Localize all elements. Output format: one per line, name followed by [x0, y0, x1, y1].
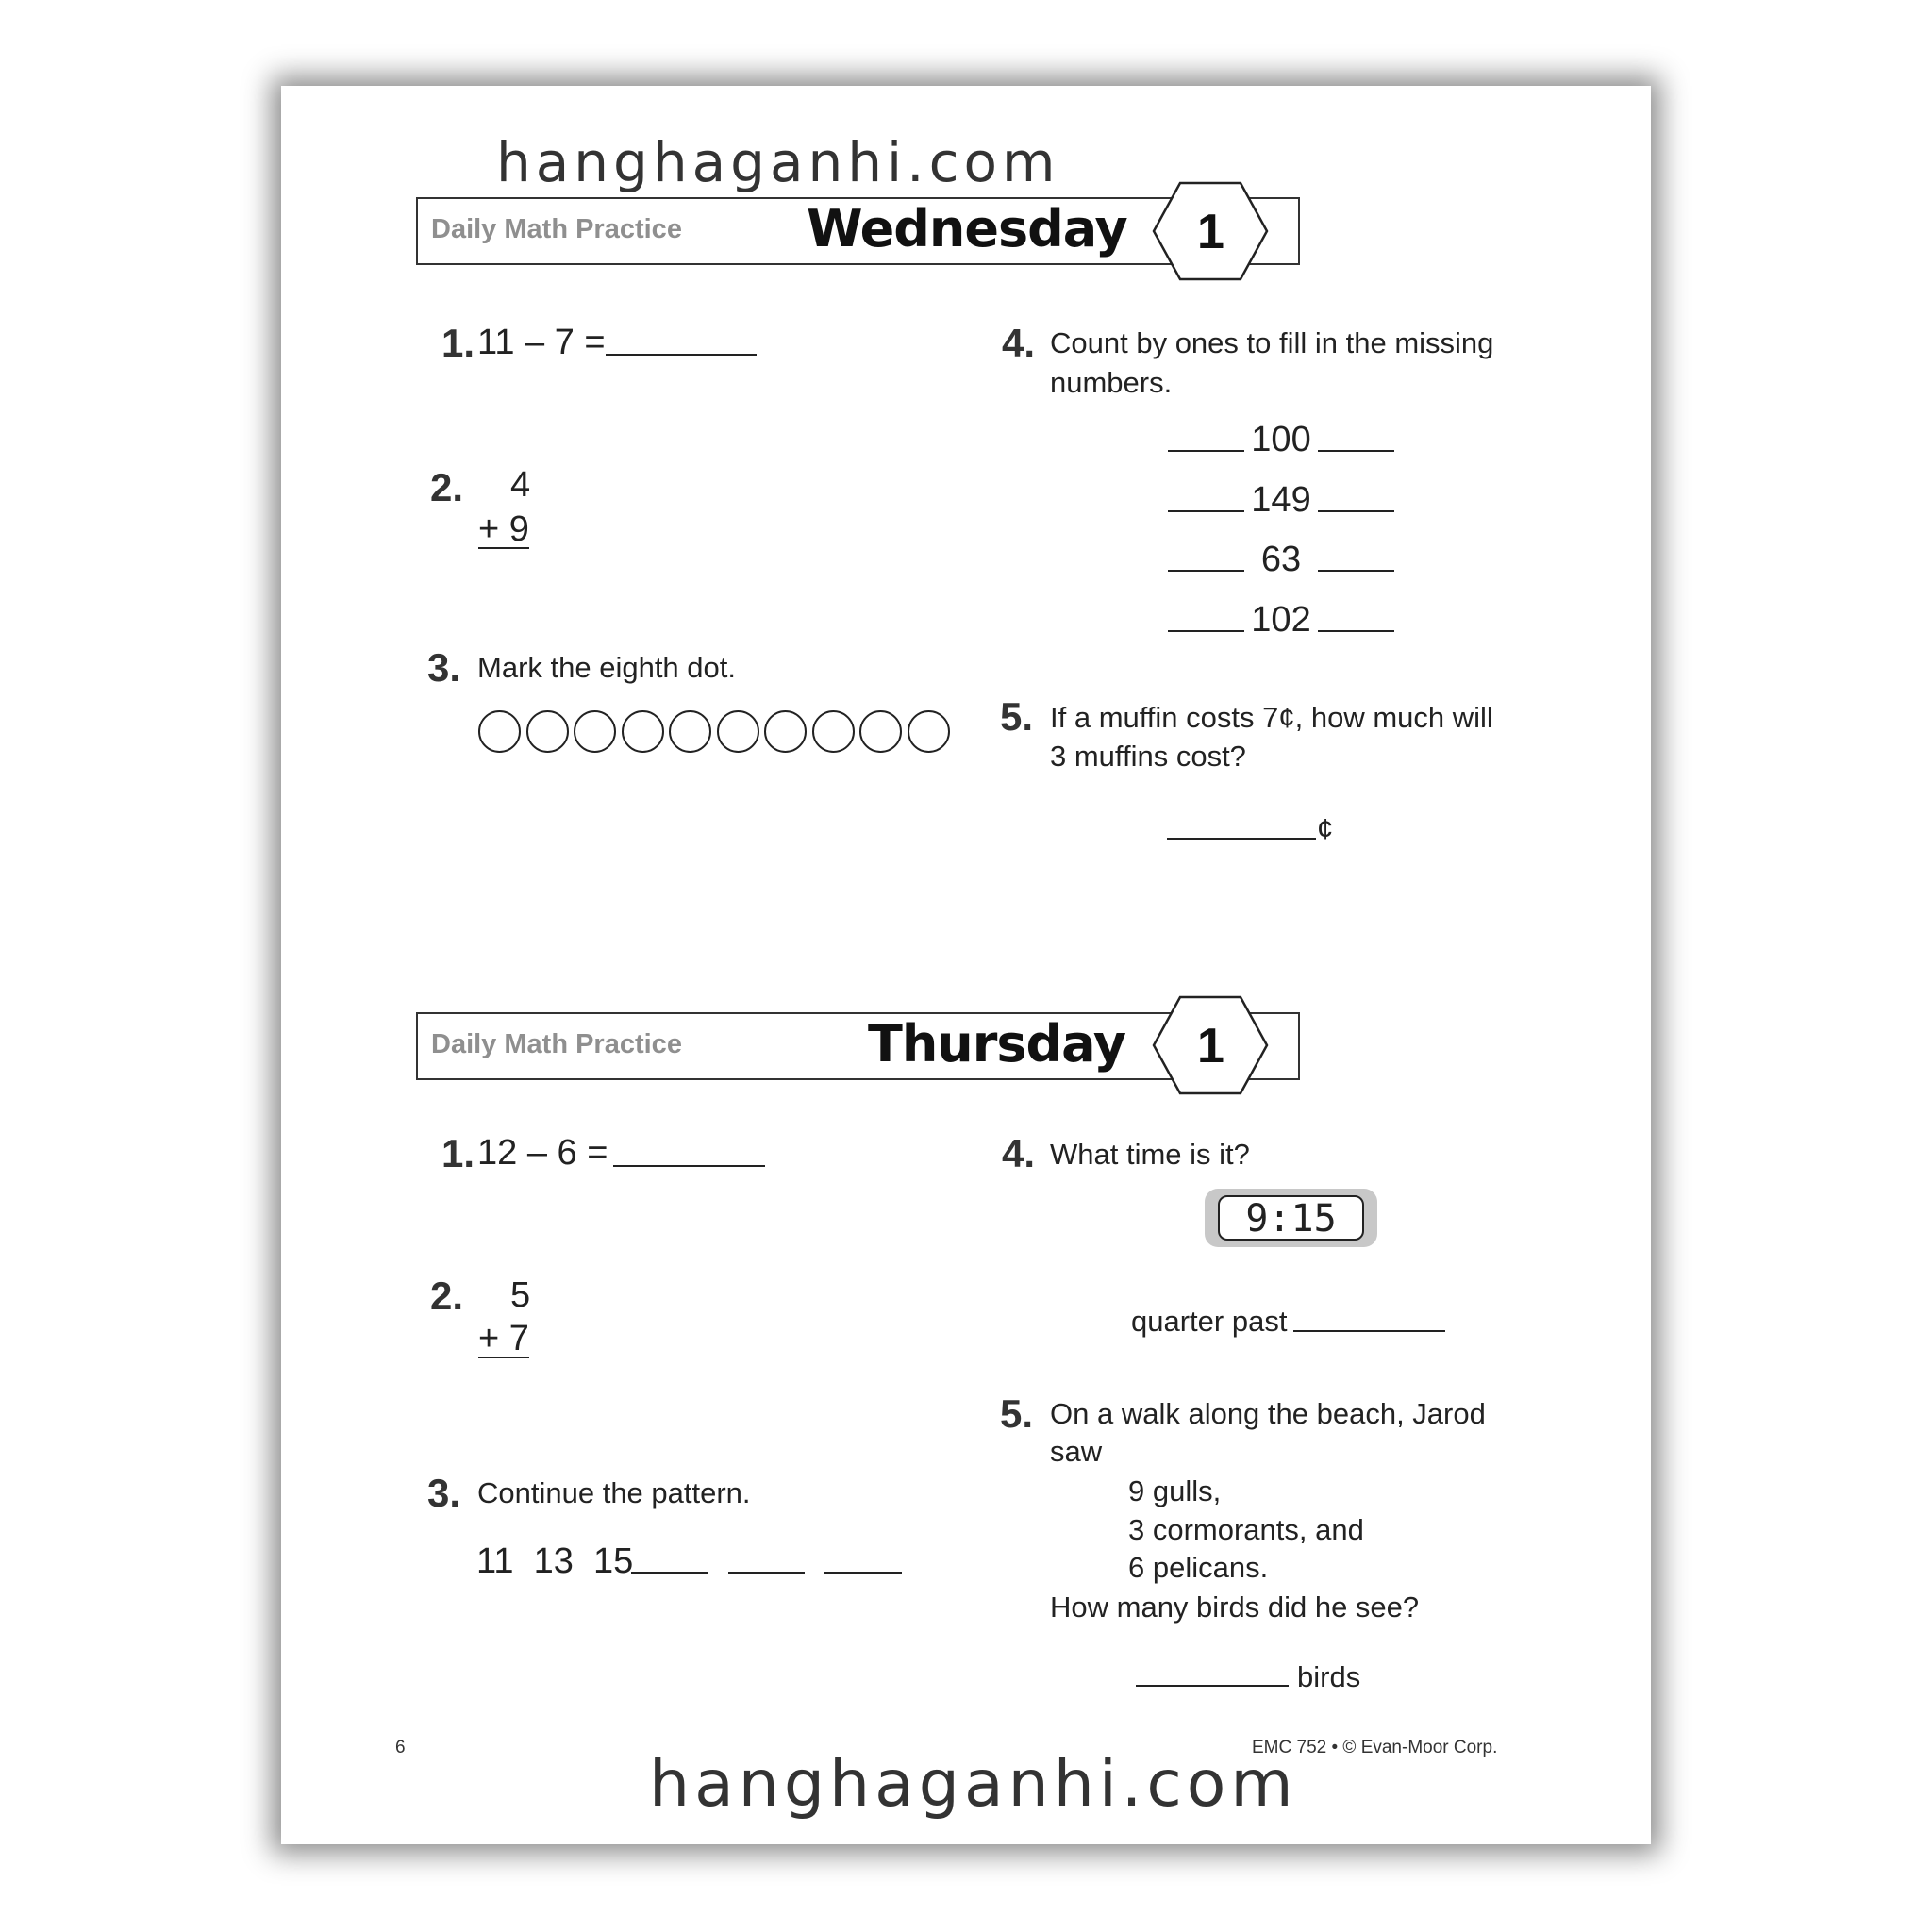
count-blank-before[interactable]	[1168, 570, 1244, 572]
count-blank-after[interactable]	[1318, 450, 1394, 452]
count-blank-after[interactable]	[1318, 510, 1394, 512]
question-number: 3.	[427, 645, 461, 690]
pattern-blank[interactable]	[824, 1572, 902, 1574]
bird-item: 3 cormorants, and	[1128, 1513, 1364, 1546]
q5-prompt-line2: 3 muffins cost?	[1050, 740, 1246, 773]
q5-prompt-line1: On a walk along the beach, Jarod	[1050, 1397, 1486, 1430]
cent-unit: ¢	[1317, 812, 1334, 845]
count-blank-before[interactable]	[1168, 510, 1244, 512]
week-number: 1	[1197, 1019, 1224, 1074]
q4-prompt: What time is it?	[1050, 1138, 1250, 1171]
count-blank-after[interactable]	[1318, 630, 1394, 632]
dot-circle[interactable]	[859, 710, 902, 753]
q4-prompt-line2: numbers.	[1050, 366, 1173, 399]
digital-clock	[1205, 1189, 1377, 1247]
q1-equation: 11 – 7 =	[477, 323, 606, 362]
dot-circle[interactable]	[526, 710, 569, 753]
dot-circle[interactable]	[764, 710, 807, 753]
question-number: 2.	[430, 465, 464, 509]
question-number: 4.	[1002, 1131, 1036, 1175]
dot-circle[interactable]	[812, 710, 855, 753]
q5-question: How many birds did he see?	[1050, 1591, 1420, 1624]
bird-item: 9 gulls,	[1128, 1474, 1222, 1507]
day-title: Thursday	[868, 1014, 1126, 1074]
question-number: 2.	[430, 1274, 464, 1318]
q1-equation: 12 – 6 =	[477, 1133, 608, 1173]
dot-circle[interactable]	[622, 710, 664, 753]
answer-blank[interactable]	[613, 1165, 765, 1167]
dot-circle[interactable]	[669, 710, 711, 753]
question-number: 1.	[441, 1131, 475, 1175]
pattern-blank[interactable]	[728, 1572, 805, 1574]
addend-top: 4	[510, 465, 531, 505]
q4-prompt-line1: Count by ones to fill in the missing	[1050, 326, 1494, 359]
copyright: EMC 752 • © Evan-Moor Corp.	[1252, 1738, 1498, 1757]
dot-circle[interactable]	[478, 710, 521, 753]
addend-top: 5	[510, 1275, 531, 1315]
q5-prompt-line1: If a muffin costs 7¢, how much will	[1050, 701, 1493, 734]
brand-label: Daily Math Practice	[431, 1029, 682, 1059]
week-number: 1	[1197, 205, 1224, 259]
answer-blank[interactable]	[1167, 838, 1316, 840]
dot-circle[interactable]	[908, 710, 950, 753]
count-number: 63	[1260, 540, 1302, 579]
question-number: 4.	[1002, 321, 1036, 365]
count-number: 149	[1251, 480, 1311, 520]
count-blank-before[interactable]	[1168, 630, 1244, 632]
watermark-top: hanghaganhi.com	[496, 130, 1060, 194]
question-number: 5.	[1000, 694, 1034, 739]
count-number: 102	[1251, 600, 1311, 640]
count-blank-before[interactable]	[1168, 450, 1244, 452]
answer-blank[interactable]	[1293, 1330, 1445, 1332]
dot-circle[interactable]	[574, 710, 616, 753]
q5-prompt-line2: saw	[1050, 1435, 1103, 1468]
answer-blank[interactable]	[606, 354, 757, 356]
answer-prefix: quarter past	[1131, 1305, 1288, 1338]
number-pattern: 11 13 15	[476, 1541, 634, 1581]
question-number: 3.	[427, 1471, 461, 1515]
addend-bottom: + 9	[478, 509, 529, 549]
page-number: 6	[395, 1738, 406, 1757]
count-number: 100	[1251, 420, 1311, 459]
bird-item: 6 pelicans.	[1128, 1551, 1269, 1584]
watermark-bottom: hanghaganhi.com	[649, 1747, 1298, 1822]
pattern-blank[interactable]	[631, 1572, 708, 1574]
addend-bottom: + 7	[478, 1319, 529, 1358]
brand-label: Daily Math Practice	[431, 214, 682, 244]
question-number: 1.	[441, 321, 475, 365]
q3-prompt: Continue the pattern.	[477, 1476, 751, 1509]
dot-circle[interactable]	[717, 710, 759, 753]
q3-prompt: Mark the eighth dot.	[477, 651, 736, 684]
question-number: 5.	[1000, 1391, 1034, 1436]
day-title: Wednesday	[807, 199, 1127, 258]
birds-unit: birds	[1297, 1660, 1361, 1693]
count-blank-after[interactable]	[1318, 570, 1394, 572]
answer-blank[interactable]	[1136, 1685, 1289, 1687]
clock-display: 9:15	[1218, 1195, 1364, 1241]
